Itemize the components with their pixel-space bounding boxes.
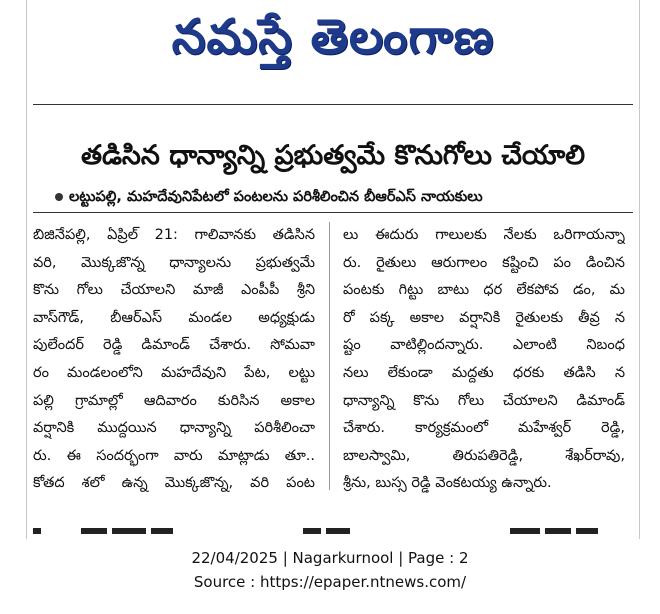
column-line: వరి, మొక్కజొన్న ధాన్యాలను ప్రభుత్వమే: [33, 254, 315, 271]
rule-top: [33, 104, 633, 105]
bullet-icon: [55, 193, 63, 201]
article-column-left: [33, 222, 315, 498]
column-line: కొను గోలు చేయాలని మాజీ ఎంపీపీ శ్రీని: [33, 282, 315, 299]
column-divider: [329, 222, 330, 490]
newspaper-clipping: [26, 0, 640, 539]
column-line: రం మండలంలోని మహదేవుని పేట, లట్టు: [33, 364, 315, 381]
subheadline: [55, 186, 635, 208]
column-line: కోతద శలో ఉన్న మొక్కజొన్న, వరి పంట: [33, 475, 315, 492]
column-line: రు. ఈ సందర్భంగా వారు మాట్లాడు తూ..: [33, 447, 315, 464]
column-line: వర్షానికి ముద్దయిన ధాన్యాన్ని పరిశీలించా: [33, 420, 315, 437]
column-line: ధాన్యాన్ని కొను గోలు చేయాలని డిమాండ్: [343, 392, 625, 409]
footer-source-link[interactable]: Source : https://epaper.ntnews.com/: [193, 573, 467, 591]
column-line: పల్లి గ్రామాల్లో ఆదివారం కురిసిన అకాల: [33, 392, 315, 409]
column-line: ష్టం వాటిల్లిందన్నారు. ఎలాంటి నిబంధ: [343, 337, 625, 354]
column-line: చేశారు. కార్యక్రమంలో మహేశ్వర్ రెడ్డి,: [343, 420, 625, 437]
column-line: నలు లేకుండా మద్దతు ధరకు తడిసి న: [343, 364, 625, 381]
rule-under-subhead: [33, 212, 633, 213]
source-footer: [0, 546, 660, 594]
column-line: రు. రైతులు ఆరుగాలం కష్టించి పం డించిన: [343, 254, 625, 271]
column-line: వాస్‌గౌడ్, బీఆర్ఎస్ మండల అధ్యక్షుడు: [33, 309, 315, 326]
headline: తడిసిన ధాన్యాన్ని ప్రభుత్వమే కొనుగోలు చేయాలి: [80, 140, 586, 171]
column-line: లు ఈదురు గాలులకు నేలకు ఒరిగాయన్నా: [343, 227, 625, 243]
footer-date-edition: 22/04/2025 | Nagarkurnool | Page : 2: [191, 549, 469, 567]
subheadline-text: లట్టుపల్లి, మహదేవునిపేటలో పంటలను పరిశీలించిన బీఆర్ఎస్ నాయకులు: [69, 189, 483, 205]
column-line: బిజినేపల్లి, ఏప్రిల్ 21: గాలివానకు తడిసిన: [33, 227, 315, 243]
column-line: బాలస్వామి, తిరుపతిరెడ్డి, శేఖర్‌రావు,: [343, 447, 625, 464]
masthead-logo: నమస్తే తెలంగాణ: [171, 9, 495, 65]
cut-off-text-top: [33, 93, 633, 101]
cut-off-text-bottom: [33, 528, 633, 539]
column-line: పంటకు గిట్టు బాటు ధర లేకపోవ డం, మ: [343, 282, 625, 299]
article-column-right: [343, 222, 625, 498]
column-line: పులేందర్ రెడ్డి డిమాండ్ చేశారు. సోమవా: [33, 337, 315, 354]
column-line: శ్రీను, బుస్స రెడ్డి వెంకటయ్య ఉన్నారు.: [343, 475, 552, 492]
column-line: రో పక్క అకాల వర్షానికి రైతులకు తీవ్ర న: [343, 309, 625, 326]
